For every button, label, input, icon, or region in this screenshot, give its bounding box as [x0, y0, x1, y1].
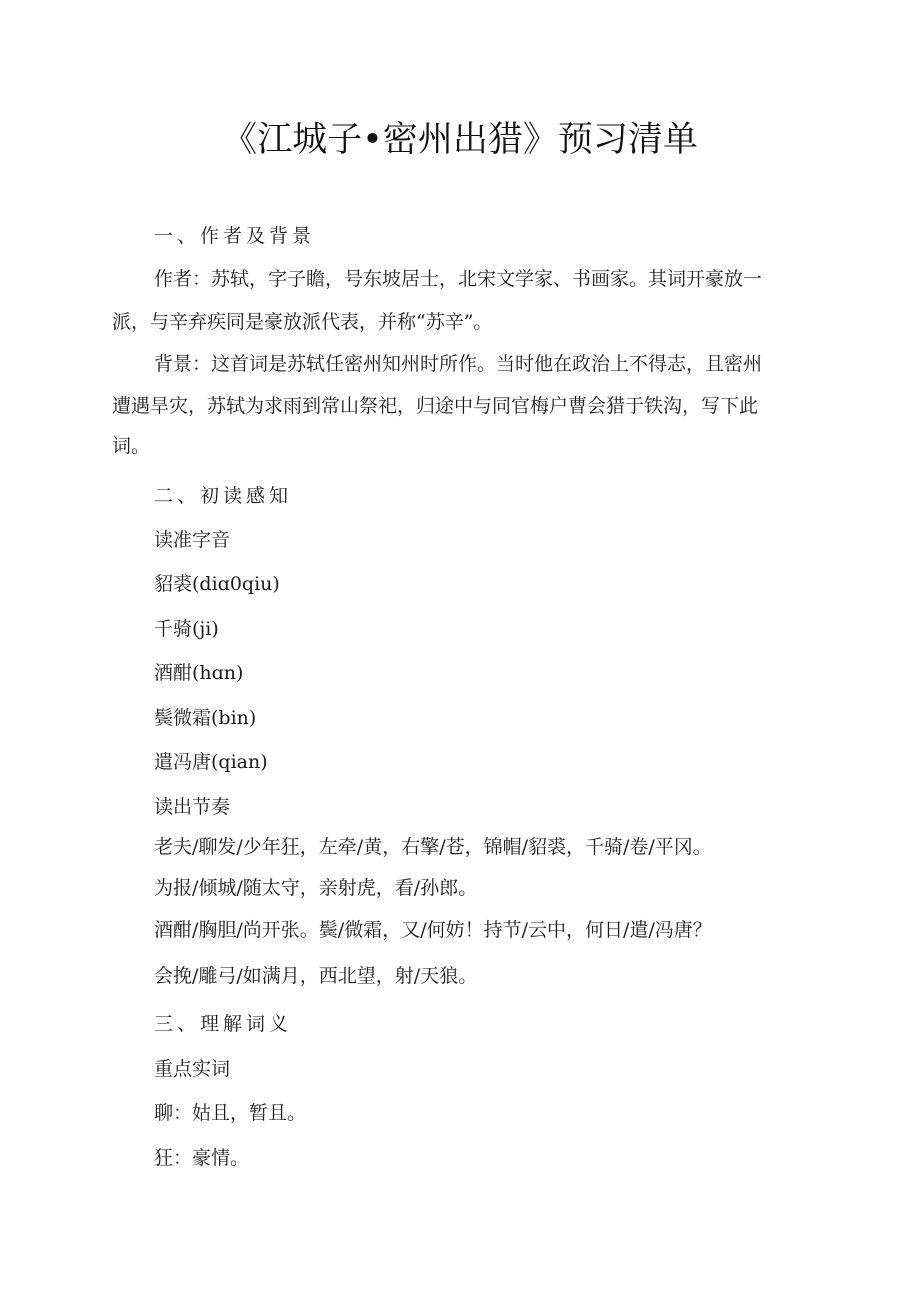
rhythm-line: 会挽/雕弓/如满月，西北望，射/天狼。	[154, 965, 478, 987]
pronunciation-item: 鬓微霜(bin)	[154, 707, 257, 729]
pronunciation-item: 貂裘(diɑ0qiu)	[154, 573, 280, 595]
rhythm-line: 酒酣/胸胆/尚开张。鬓/微霜，又/何妨！持节/云中，何日/遣/冯唐？	[154, 919, 712, 941]
background-paragraph-line-3: 词。	[112, 435, 151, 457]
pronunciation-heading: 读准字音	[154, 529, 231, 551]
document-title: 《江城子•密州出猎》预习清单	[222, 120, 698, 160]
key-words-heading: 重点实词	[154, 1058, 231, 1080]
rhythm-heading: 读出节奏	[154, 796, 231, 818]
key-word-item: 聊：姑且，暂且。	[154, 1102, 307, 1124]
section-heading-author-background: 一、作者及背景	[154, 225, 316, 247]
author-paragraph-line-1: 作者：苏轼，字子瞻，号东坡居士，北宋文学家、书画家。其词开豪放一	[154, 268, 763, 290]
section-heading-word-meaning: 三、理解词义	[154, 1013, 293, 1035]
pronunciation-item: 酒酣(hɑn)	[154, 662, 244, 684]
background-paragraph-line-2: 遭遇旱灾，苏轼为求雨到常山祭祀，归途中与同官梅户曹会猎于铁沟，写下此	[112, 395, 759, 417]
author-paragraph-line-2: 派，与辛弃疾同是豪放派代表，并称“苏辛”。	[112, 311, 493, 333]
pronunciation-item: 遣冯唐(qian)	[154, 751, 268, 773]
pronunciation-item: 千骑(ji)	[154, 618, 219, 640]
rhythm-line: 为报/倾城/随太守，亲射虎，看/孙郎。	[154, 877, 478, 899]
key-word-item: 狂：豪情。	[154, 1147, 250, 1169]
rhythm-line: 老夫/聊发/少年狂，左牵/黄，右擎/苍，锦帽/貂裘，千骑/卷/平冈。	[154, 836, 712, 858]
background-paragraph-line-1: 背景：这首词是苏轼任密州知州时所作。当时他在政治上不得志，且密州	[154, 353, 763, 375]
section-heading-first-reading: 二、初读感知	[154, 485, 293, 507]
